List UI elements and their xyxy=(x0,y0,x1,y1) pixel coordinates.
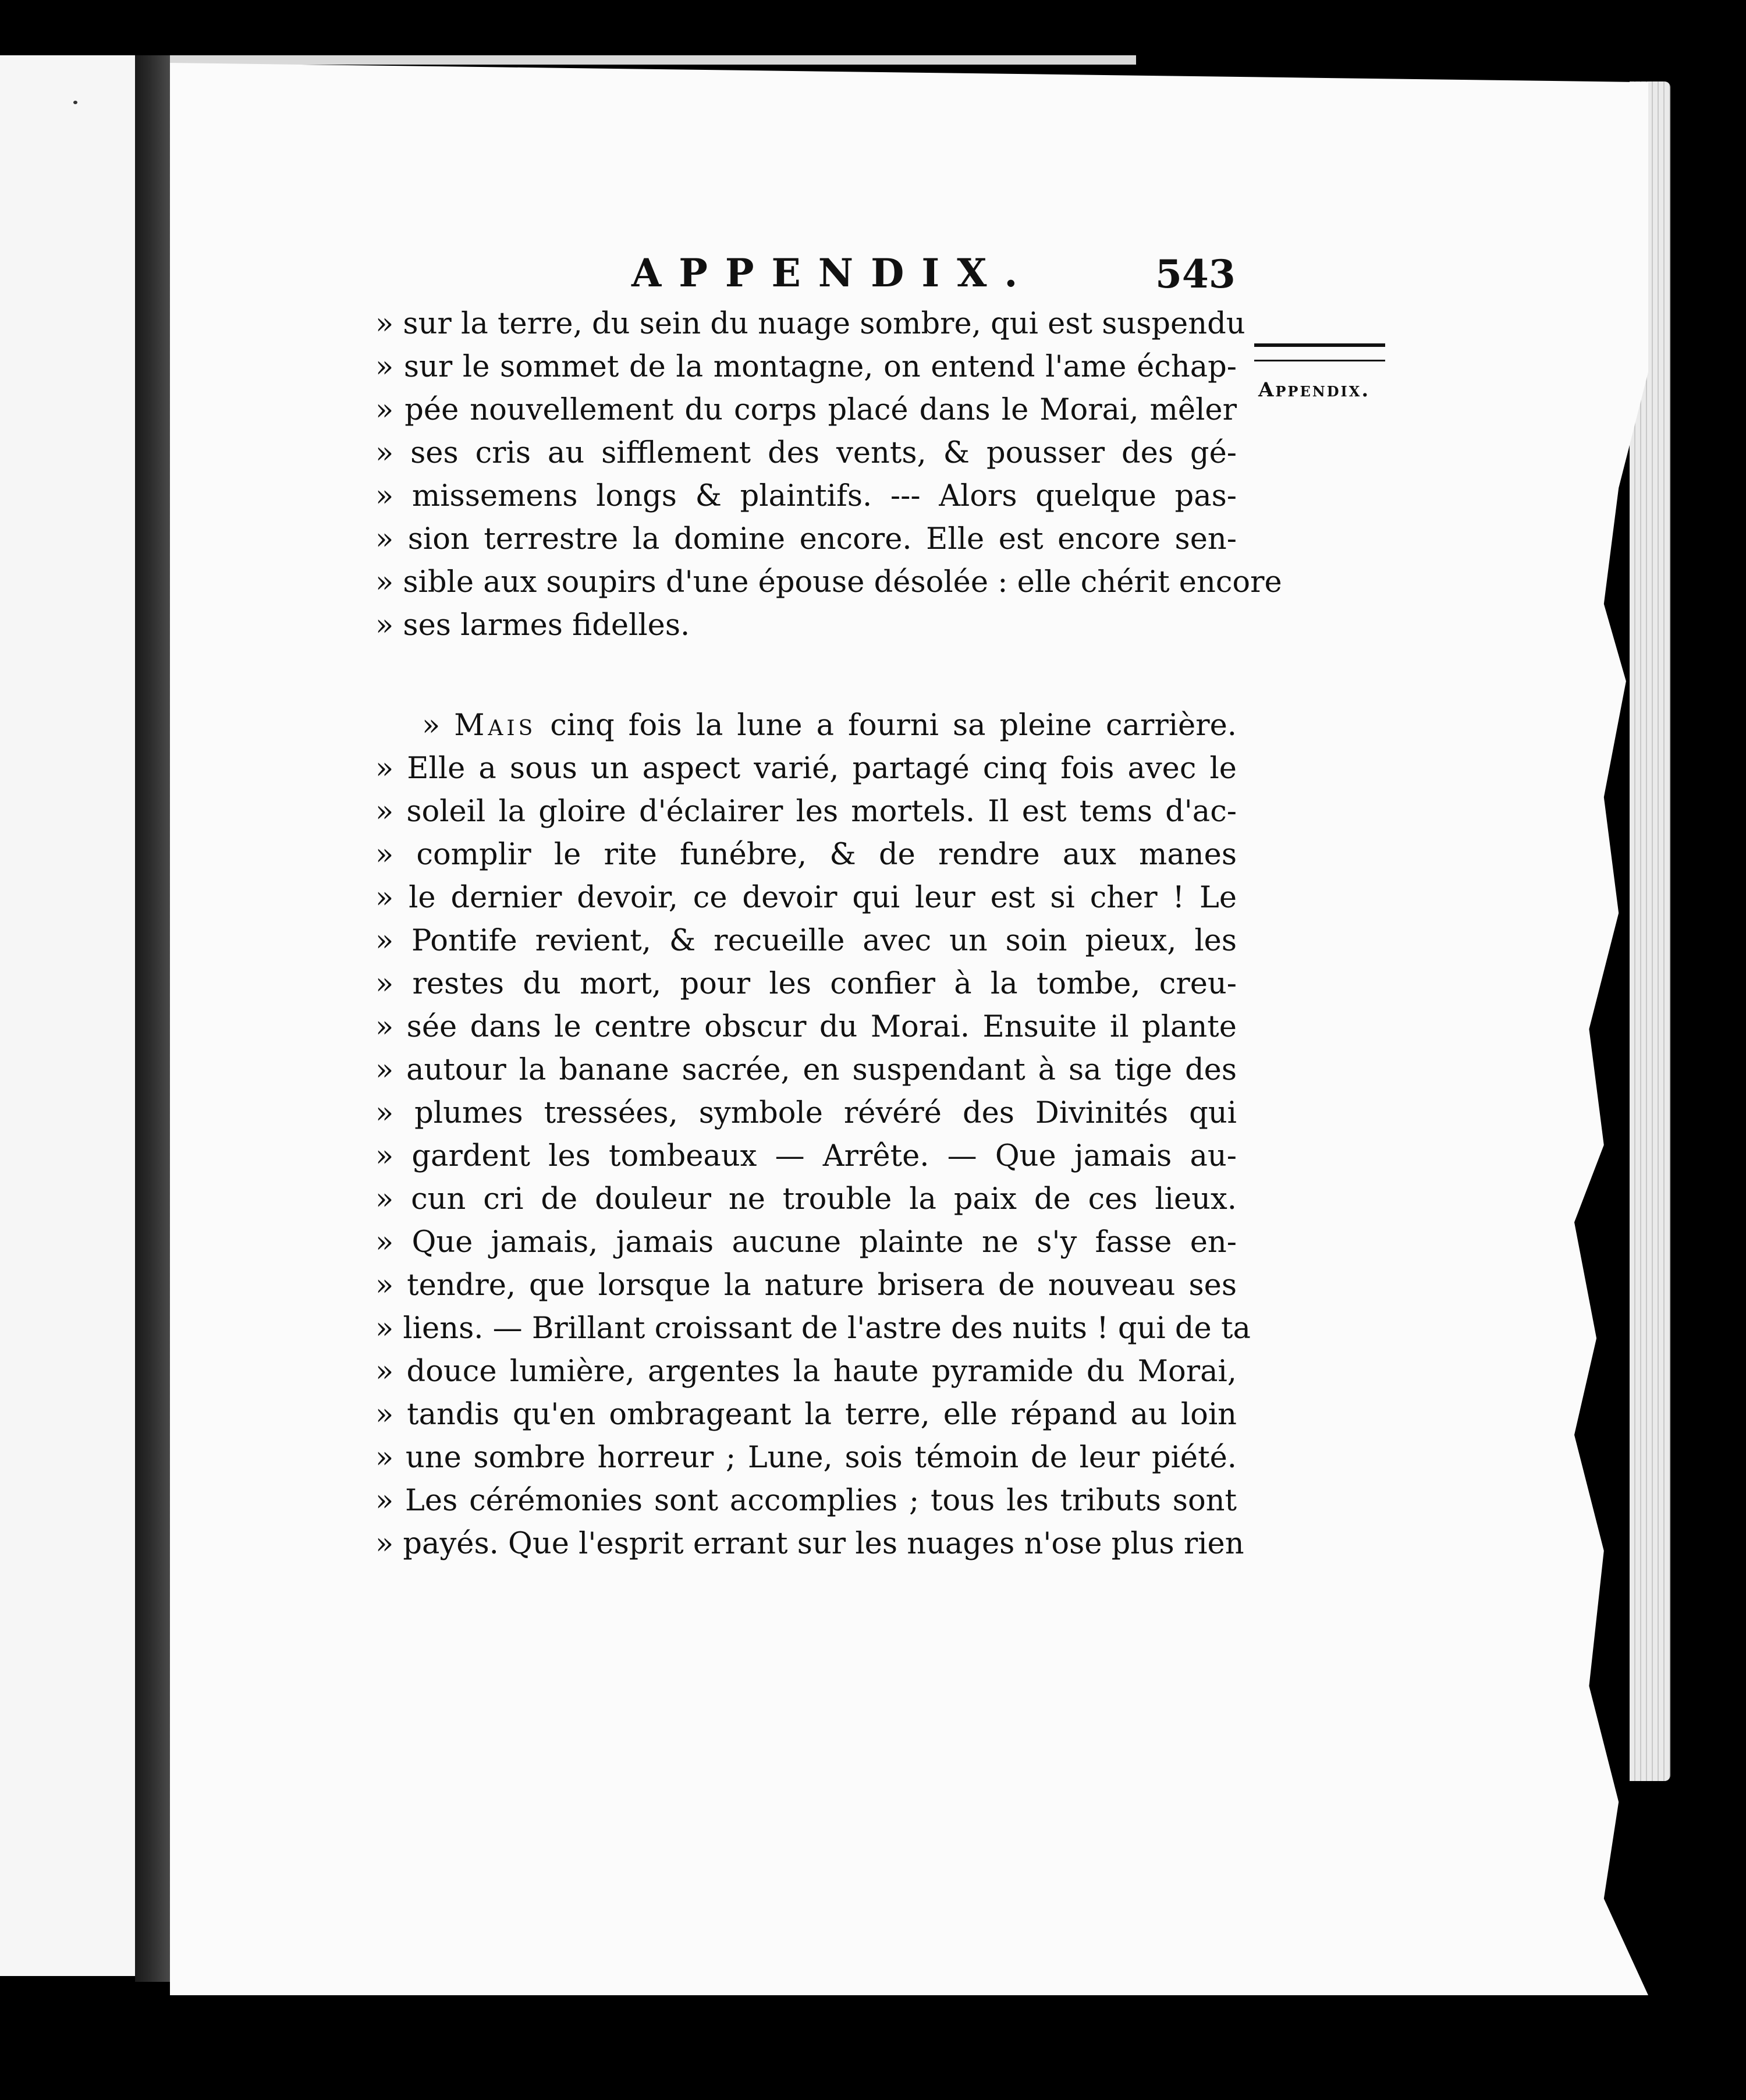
text-line: » Les cérémonies sont accomplies ; tous les tributs sont xyxy=(375,1484,1237,1518)
paragraph-2 xyxy=(375,704,1251,1566)
text-line: » liens. — Brillant croissant de l'astre des nuits ! qui de ta xyxy=(375,1311,1251,1346)
text-line: » autour la banane sacrée, en suspendant à sa tige des xyxy=(375,1053,1237,1087)
text-line: » Elle a sous un aspect varié, partagé cinq fois avec le xyxy=(375,751,1237,786)
drop-word: Mais xyxy=(454,708,537,743)
text-line: » complir le rite funébre, & de rendre aux manes xyxy=(375,838,1237,872)
page-number: 543 xyxy=(1155,251,1236,297)
text-line: » sée dans le centre obscur du Morai. Ensuite il plante xyxy=(375,1010,1237,1044)
text-line: » Que jamais, jamais aucune plainte ne s'y fasse en- xyxy=(375,1225,1237,1260)
text-line: » sion terrestre la domine encore. Elle est encore sen- xyxy=(375,522,1237,556)
text-line: » tandis qu'en ombrageant la terre, elle répand au loin xyxy=(375,1397,1237,1432)
text-line: » douce lumière, argentes la haute pyramide du Morai, xyxy=(375,1354,1237,1389)
text-line: » gardent les tombeaux — Arrête. — Que jamais au- xyxy=(375,1139,1237,1173)
text-line: » tendre, que lorsque la nature brisera de nouveau ses xyxy=(375,1268,1237,1303)
paragraph-1 xyxy=(375,303,1282,647)
ink-speck xyxy=(73,101,77,104)
previous-page-edge xyxy=(0,55,135,1976)
text-line: » ses cris au sifflement des vents, & pousser des gé- xyxy=(375,436,1237,470)
text-line: » restes du mort, pour les confier à la tombe, creu- xyxy=(375,967,1237,1001)
opening-quote-mark: » xyxy=(422,708,455,743)
margin-note: Appendix. xyxy=(1258,378,1371,402)
text-line: » ses larmes fidelles. xyxy=(375,608,690,643)
book-gutter xyxy=(135,55,170,1982)
text-line: » pée nouvellement du corps placé dans le Morai, mêler xyxy=(375,393,1237,427)
margin-rule xyxy=(1254,343,1385,361)
text-line: » sur le sommet de la montagne, on entend l'ame échap- xyxy=(375,350,1237,384)
paragraph-opening-line xyxy=(375,704,1237,747)
text-line: » soleil la gloire d'éclairer les mortels. Il est tems d'ac- xyxy=(375,794,1237,829)
text-line: » cun cri de douleur ne trouble la paix de ces lieux. xyxy=(375,1182,1237,1216)
text-line: » sur la terre, du sein du nuage sombre, qui est suspendu xyxy=(375,307,1245,341)
text-line: » plumes tressées, symbole révéré des Divinités qui xyxy=(375,1096,1237,1130)
text-line: » payés. Que l'esprit errant sur les nuages n'ose plus rien xyxy=(375,1527,1244,1561)
text-line: » missemens longs & plaintifs. --- Alors quelque pas- xyxy=(375,479,1237,513)
text-line: » une sombre horreur ; Lune, sois témoin de leur piété. xyxy=(375,1441,1237,1475)
text-line: » le dernier devoir, ce devoir qui leur est si cher ! Le xyxy=(375,881,1237,915)
opening-line-text: cinq fois la lune a fourni sa pleine carrière. xyxy=(536,708,1237,743)
page-top-edge xyxy=(170,55,1136,65)
running-title: APPENDIX. xyxy=(631,250,1035,296)
text-line: » sible aux soupirs d'une épouse désolée : elle chérit encore xyxy=(375,565,1282,600)
text-line: » Pontife revient, & recueille avec un soin pieux, les xyxy=(375,924,1237,958)
